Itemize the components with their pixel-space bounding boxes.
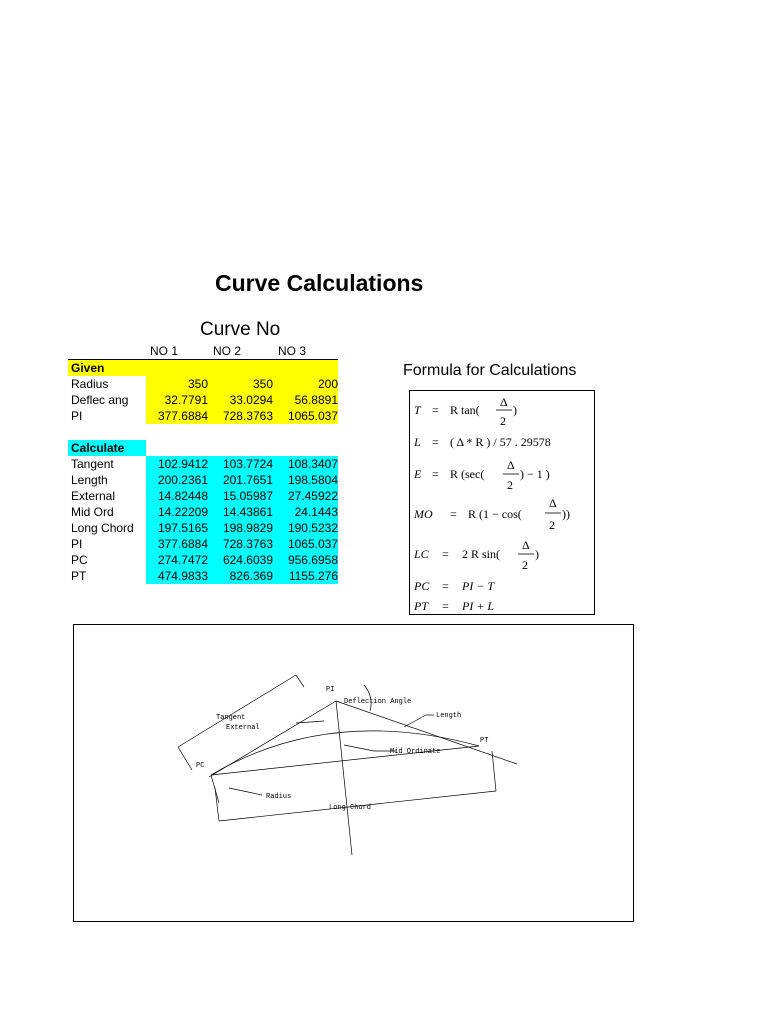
value-cell: 728.3763 bbox=[222, 409, 273, 423]
column-header-row bbox=[68, 343, 338, 360]
section-label-given: Given bbox=[68, 360, 146, 376]
column-header: NO 2 bbox=[213, 344, 242, 358]
formula-close: )) bbox=[562, 507, 570, 521]
column-header: NO 1 bbox=[150, 344, 179, 358]
table-row bbox=[68, 536, 338, 552]
value-cell: 200 bbox=[317, 377, 338, 391]
value-cell: 1065.037 bbox=[287, 537, 338, 551]
formula-body: R (1 − cos( bbox=[468, 507, 522, 521]
fraction-denominator: 2 bbox=[507, 478, 513, 492]
page-title: Curve Calculations bbox=[215, 270, 424, 296]
value-cell: 27.45922 bbox=[287, 489, 338, 503]
row-label: Mid Ord bbox=[71, 505, 114, 519]
tangent-dimension-line bbox=[178, 675, 296, 747]
formula-body: R (sec( bbox=[450, 467, 485, 481]
formula-eq: = bbox=[432, 403, 439, 417]
row-label: Radius bbox=[71, 377, 109, 391]
fraction-numerator: Δ bbox=[507, 458, 515, 472]
mid-ordinate-leader bbox=[344, 745, 374, 751]
value-cell: 728.3763 bbox=[222, 537, 273, 551]
formula-title: Formula for Calculations bbox=[403, 362, 577, 379]
given-section-header bbox=[68, 360, 338, 376]
value-cell: 350 bbox=[187, 377, 208, 391]
formula-lhs: PT bbox=[414, 599, 429, 613]
fraction-numerator: Δ bbox=[522, 538, 530, 552]
value-cell: 1065.037 bbox=[287, 409, 338, 423]
formula-svg bbox=[410, 391, 596, 616]
label-length: Length bbox=[436, 712, 462, 720]
table-row bbox=[68, 408, 338, 424]
formula-eq: = bbox=[442, 599, 449, 613]
radius-leader bbox=[229, 788, 262, 795]
formula-body: R tan( bbox=[450, 403, 480, 417]
formula-eq: = bbox=[432, 435, 439, 449]
formula-lhs: E bbox=[414, 467, 422, 481]
formula-body: PI − T bbox=[462, 579, 495, 593]
formula-eq: = bbox=[442, 579, 449, 593]
value-cell: 274.7472 bbox=[157, 553, 208, 567]
table-row bbox=[68, 472, 338, 488]
curve-diagram-frame bbox=[73, 624, 634, 922]
formula-lhs: PC bbox=[414, 579, 430, 593]
formula-box bbox=[409, 390, 595, 615]
label-pc: PC bbox=[196, 762, 205, 770]
table-row bbox=[68, 568, 338, 584]
formula-body: ( Δ * R ) / 57 . 29578 bbox=[450, 435, 551, 449]
formula-lhs: LC bbox=[414, 547, 429, 561]
value-cell: 197.5165 bbox=[157, 521, 208, 535]
formula-lhs: T bbox=[414, 403, 421, 417]
length-leader bbox=[404, 715, 426, 727]
value-cell: 956.6958 bbox=[287, 553, 338, 567]
fraction-numerator: Δ bbox=[549, 496, 557, 510]
value-cell: 200.2361 bbox=[157, 473, 208, 487]
value-cell: 377.6884 bbox=[157, 537, 208, 551]
curve-no-heading: Curve No bbox=[200, 319, 281, 340]
value-cell: 32.7791 bbox=[164, 393, 208, 407]
label-external: External bbox=[226, 724, 260, 732]
column-header: NO 3 bbox=[278, 344, 307, 358]
label-pt: PT bbox=[480, 737, 489, 745]
label-pi: PI bbox=[326, 686, 335, 694]
row-label: PC bbox=[71, 553, 88, 567]
value-cell: 201.7651 bbox=[222, 473, 273, 487]
label-deflection-angle: Deflection Angle bbox=[344, 698, 412, 706]
table-row bbox=[68, 504, 338, 520]
label-tangent: Tangent bbox=[216, 714, 246, 722]
value-cell: 198.9829 bbox=[222, 521, 273, 535]
value-cell: 1155.276 bbox=[288, 569, 338, 583]
table-row bbox=[68, 456, 338, 472]
spacer-row bbox=[68, 424, 338, 440]
row-label: Tangent bbox=[71, 457, 114, 471]
bisector-line bbox=[336, 701, 352, 855]
formula-eq: = bbox=[442, 547, 449, 561]
long-chord-dimension-tick bbox=[492, 751, 496, 791]
row-label: Length bbox=[71, 473, 108, 487]
value-cell: 826.369 bbox=[229, 569, 273, 583]
curve-diagram bbox=[74, 625, 635, 923]
tangent-dimension-tick bbox=[178, 747, 192, 770]
row-label: PT bbox=[71, 569, 87, 583]
label-long-chord: Long Chord bbox=[329, 804, 372, 812]
formula-body: 2 R sin( bbox=[462, 547, 501, 561]
row-label: External bbox=[71, 489, 116, 503]
value-cell: 33.0294 bbox=[229, 393, 273, 407]
value-cell: 56.8891 bbox=[294, 393, 338, 407]
section-label-calculate: Calculate bbox=[68, 440, 146, 456]
label-mid-ordinate: Mid Ordinate bbox=[390, 748, 441, 756]
value-cell: 198.5804 bbox=[287, 473, 338, 487]
value-cell: 14.43861 bbox=[222, 505, 273, 519]
fraction-numerator: Δ bbox=[500, 395, 508, 409]
value-cell: 377.6884 bbox=[157, 409, 208, 423]
highlight-fill bbox=[146, 360, 338, 376]
value-cell: 108.3407 bbox=[287, 457, 338, 471]
calculate-section-header bbox=[68, 440, 338, 456]
table-row bbox=[68, 552, 338, 568]
value-cell: 24.1443 bbox=[294, 505, 338, 519]
value-cell: 14.82448 bbox=[157, 489, 208, 503]
value-cell: 14.22209 bbox=[157, 505, 208, 519]
table-row bbox=[68, 520, 338, 536]
value-cell: 103.7724 bbox=[222, 457, 273, 471]
value-cell: 102.9412 bbox=[157, 457, 208, 471]
formula-close: ) − 1 ) bbox=[520, 467, 550, 481]
formula-close: ) bbox=[535, 547, 539, 561]
table-row bbox=[68, 488, 338, 504]
external-leader bbox=[296, 721, 324, 723]
row-label: Long Chord bbox=[71, 521, 134, 535]
tangent-dimension-tick bbox=[296, 675, 304, 687]
formula-body: PI + L bbox=[462, 599, 495, 613]
formula-eq: = bbox=[450, 507, 457, 521]
fraction-denominator: 2 bbox=[500, 414, 506, 428]
value-cell: 350 bbox=[252, 377, 273, 391]
table-row bbox=[68, 392, 338, 408]
row-label: PI bbox=[71, 409, 83, 423]
label-radius: Radius bbox=[266, 793, 292, 801]
fraction-denominator: 2 bbox=[522, 558, 528, 572]
formula-eq: = bbox=[432, 467, 439, 481]
formula-lhs: L bbox=[414, 435, 421, 449]
value-cell: 190.5232 bbox=[287, 521, 338, 535]
formula-close: ) bbox=[513, 403, 517, 417]
value-cell: 15.05987 bbox=[222, 489, 273, 503]
value-cell: 474.9833 bbox=[157, 569, 208, 583]
value-cell: 624.6039 bbox=[222, 553, 273, 567]
long-chord-dimension-tick bbox=[215, 788, 219, 821]
row-label: PI bbox=[71, 537, 83, 551]
table-row bbox=[68, 376, 338, 392]
formula-lhs: MO bbox=[414, 507, 433, 521]
row-label: Deflec ang bbox=[71, 393, 129, 407]
curve-table bbox=[68, 343, 338, 584]
fraction-denominator: 2 bbox=[549, 518, 555, 532]
